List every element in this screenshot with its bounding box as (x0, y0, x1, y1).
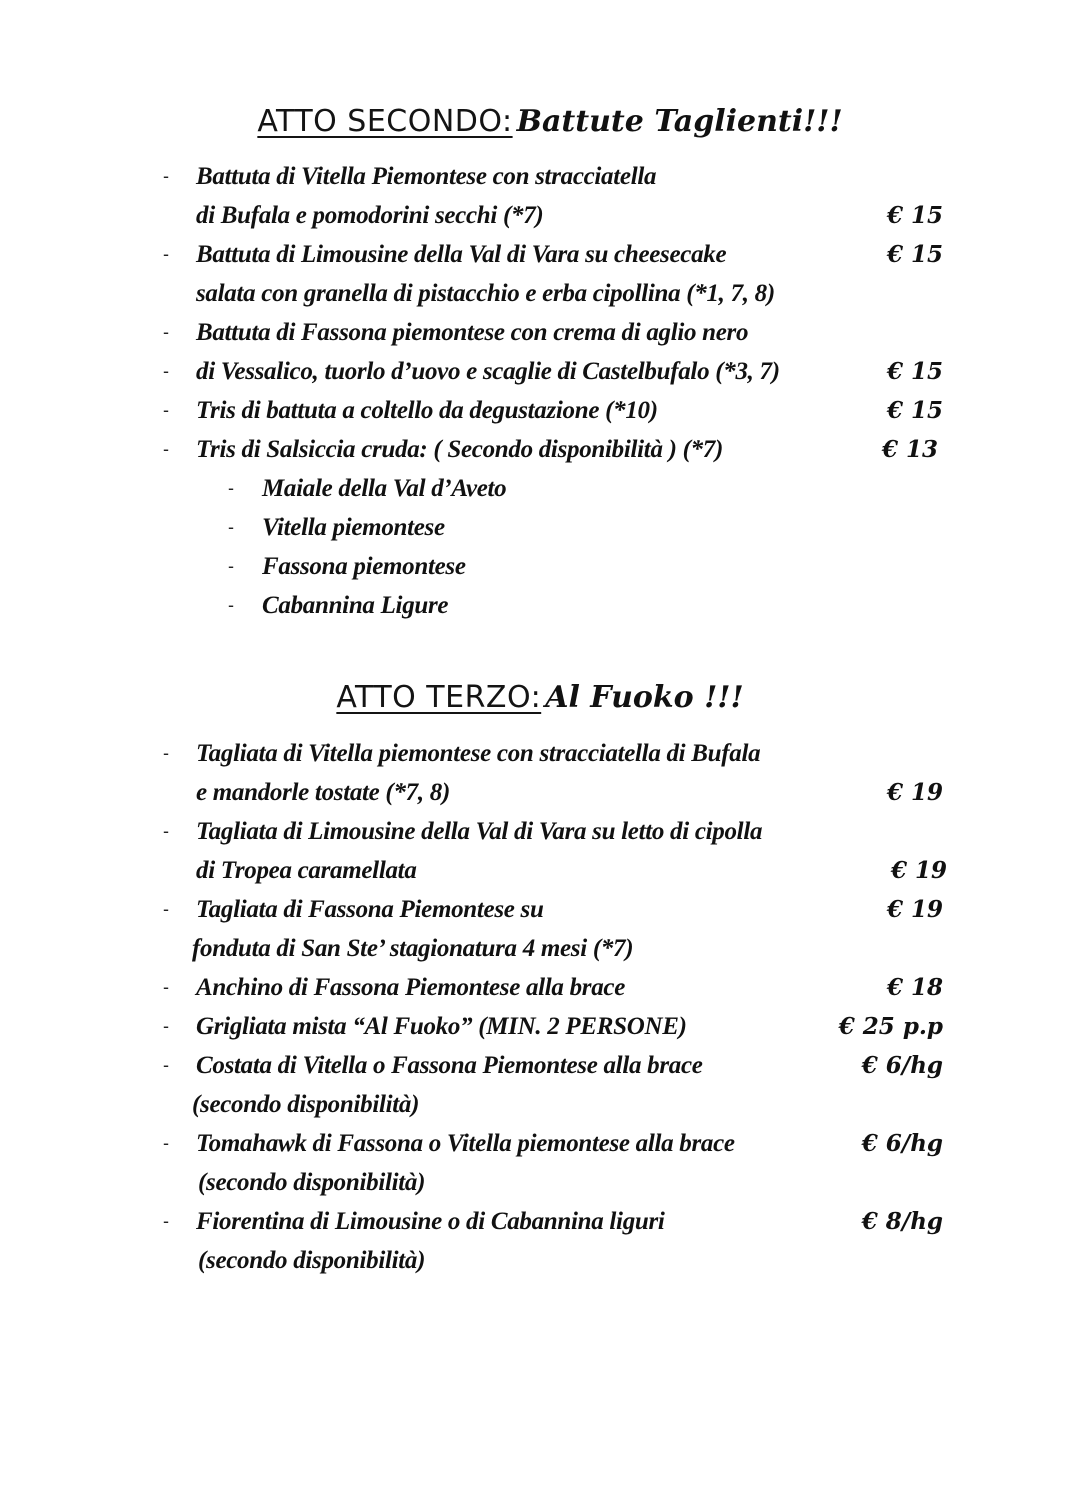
section-title-atto-secondo (0, 104, 1080, 139)
menu-item-price: € 6/hg (861, 1130, 943, 1157)
bullet-dash: - (163, 166, 169, 186)
menu-item-text: salata con granella di pistacchio e erba cipollina (*1, 7, 8) (196, 280, 775, 307)
menu-item-price: € 15 (886, 202, 943, 229)
menu-item-price: € 15 (886, 397, 943, 424)
menu-item-price: € 6/hg (861, 1052, 943, 1079)
bullet-dash: - (163, 361, 169, 381)
bullet-dash: - (163, 977, 169, 997)
sub-bullet-dash: - (228, 517, 234, 537)
menu-item-text: di Bufala e pomodorini secchi (*7) (196, 202, 544, 229)
menu-item-text: Battuta di Vitella Piemontese con stracciatella (196, 163, 657, 190)
menu-item-text: e mandorle tostate (*7, 8) (196, 779, 450, 806)
sub-item-text: Vitella piemontese (262, 514, 445, 541)
sub-item-text: Fassona piemontese (262, 553, 466, 580)
bullet-dash: - (163, 1133, 169, 1153)
section-title-subtitle: Battute Taglienti!!! (516, 104, 843, 139)
sub-bullet-dash: - (228, 595, 234, 615)
menu-item-price: € 8/hg (861, 1208, 943, 1235)
menu-item-text: Tomahawk di Fassona o Vitella piemontese alla brace (196, 1130, 735, 1157)
menu-item-text: Fiorentina di Limousine o di Cabannina liguri (196, 1208, 665, 1235)
menu-item-price: € 13 (881, 436, 938, 463)
bullet-dash: - (163, 821, 169, 841)
section-title-label: ATTO TERZO: (336, 680, 542, 715)
menu-item-note: (secondo disponibilità) (198, 1247, 426, 1274)
sub-bullet-dash: - (228, 478, 234, 498)
section-title-subtitle: Al Fuoko !!! (545, 680, 744, 715)
bullet-dash: - (163, 899, 169, 919)
menu-item-text: di Tropea caramellata (196, 857, 417, 884)
menu-item-text: fonduta di San Ste’ stagionatura 4 mesi (*7) (192, 935, 634, 962)
menu-item-price: € 25 p.p (838, 1013, 943, 1040)
menu-item-text: Anchino di Fassona Piemontese alla brace (196, 974, 626, 1001)
menu-item-text: Tris di battuta a coltello da degustazione (*10) (196, 397, 658, 424)
menu-item-price: € 15 (886, 241, 943, 268)
menu-item-text: Tris di Salsiccia cruda: ( Secondo disponibilità ) (*7) (196, 436, 724, 463)
section-title-label: ATTO SECONDO: (257, 104, 513, 139)
menu-item-text: di Vessalico, tuorlo d’uovo e scaglie di Castelbufalo (*3, 7) (196, 358, 780, 385)
bullet-dash: - (163, 1016, 169, 1036)
menu-item-text: Tagliata di Limousine della Val di Vara su letto di cipolla (196, 818, 763, 845)
menu-item-price: € 18 (886, 974, 943, 1001)
bullet-dash: - (163, 400, 169, 420)
menu-item-text: Battuta di Fassona piemontese con crema di aglio nero (196, 319, 749, 346)
sub-item-text: Cabannina Ligure (262, 592, 449, 619)
menu-item-text: Tagliata di Fassona Piemontese su (196, 896, 544, 923)
bullet-dash: - (163, 244, 169, 264)
bullet-dash: - (163, 1211, 169, 1231)
menu-item-text: Battuta di Limousine della Val di Vara su cheesecake (196, 241, 727, 268)
menu-item-text: Costata di Vitella o Fassona Piemontese alla brace (196, 1052, 703, 1079)
bullet-dash: - (163, 439, 169, 459)
menu-item-price: € 19 (890, 857, 947, 884)
sub-item-text: Maiale della Val d’Aveto (262, 475, 507, 502)
menu-item-text: Grigliata mista “Al Fuoko” (MIN. 2 PERSONE) (196, 1013, 687, 1040)
menu-item-price: € 19 (886, 779, 943, 806)
menu-item-note: (secondo disponibilità) (198, 1169, 426, 1196)
menu-item-note: (secondo disponibilità) (192, 1091, 420, 1118)
bullet-dash: - (163, 743, 169, 763)
sub-bullet-dash: - (228, 556, 234, 576)
bullet-dash: - (163, 1055, 169, 1075)
section-title-atto-terzo (0, 680, 1080, 715)
menu-item-price: € 15 (886, 358, 943, 385)
menu-item-text: Tagliata di Vitella piemontese con stracciatella di Bufala (196, 740, 761, 767)
bullet-dash: - (163, 322, 169, 342)
menu-item-price: € 19 (886, 896, 943, 923)
